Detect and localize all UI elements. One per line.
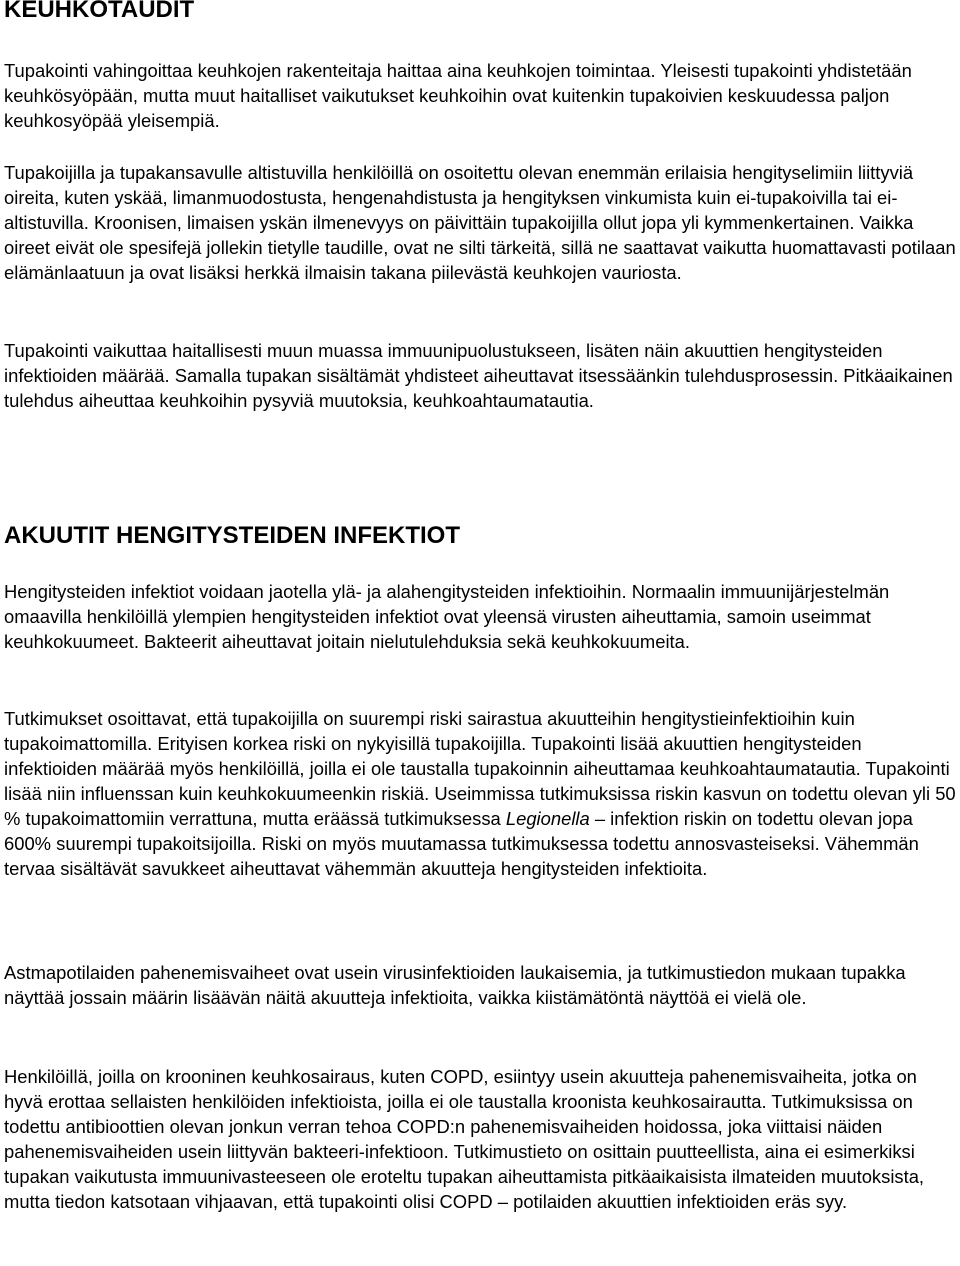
section-heading-keuhkotaudit: KEUHKOTAUDIT bbox=[4, 0, 195, 23]
section-heading-akuutit-hengitysteiden-infektiot: AKUUTIT HENGITYSTEIDEN INFEKTIOT bbox=[4, 522, 460, 549]
paragraph-5-text-after: – infektion riskin on todettu olevan jopa 600% suurempi tupakoitsijoilla. Riski on myös muutamassa tutkimuksessa todettu annosvasteiseksi. Vähemmän tervaa sisältävät savukkeet aiheuttavat vähemmän akuutteja hengitysteiden infektioita. bbox=[4, 808, 919, 879]
paragraph-5-italic-term: Legionella bbox=[505, 808, 590, 829]
paragraph-6: Astmapotilaiden pahenemisvaiheet ovat usein virusinfektioiden laukaisemia, ja tutkimustiedon mukaan tupakka näyttää jossain määrin lisäävän näitä akuutteja infektioita, vaikka kiistämätöntä näyttöä ei vielä ole. bbox=[4, 962, 906, 1008]
paragraph-7: Henkilöillä, joilla on krooninen keuhkosairaus, kuten COPD, esiintyy usein akuutteja pahenemisvaiheita, jotka on hyvä erottaa sellaisten henkilöiden infektioista, joilla ei ole taustalla kroonista keuhkosairautta. Tutkimuksissa on todettu antibioottien olevan jonkun verran tehoa COPD:n pahenemisvaiheiden hoidossa, joka viittaisi näiden pahenemisvaiheiden usein liittyvän bakteeri-infektioon. Tutkimustieto on osittain puutteellista, aina ei esimerkiksi tupakan vaikutusta immuunivasteeseen ole eroteltu tupakan aiheuttamista pitkäaikaisista ilmateiden muutoksista, mutta tiedon katsotaan vihjaavan, että tupakointi olisi COPD – potilaiden akuuttien infektioiden eräs syy. bbox=[4, 1066, 925, 1212]
paragraph-3: Tupakointi vaikuttaa haitallisesti muun muassa immuunipuolustukseen, lisäten näin akuuttien hengitysteiden infektioiden määrää. Samalla tupakan sisältämät yhdisteet aiheuttavat itsessäänkin tulehdusprosessin. Pitkäaikainen tulehdus aiheuttaa keuhkoihin pysyviä muutoksia, keuhkoahtaumatautia. bbox=[4, 340, 953, 411]
paragraph-2: Tupakoijilla ja tupakansavulle altistuvilla henkilöillä on osoitettu olevan enemmän erilaisia hengityselimiin liittyviä oireita, kuten yskää, limanmuodostusta, hengenahdistusta ja hengityksen vinkumista kuin ei-tupakoivilla tai ei-altistuvilla. Kroonisen, limaisen yskän ilmenevyys on päivittäin tupakoijilla ollut jopa yli kymmenkertainen. Vaikka oireet eivät ole spesifejä jollekin tietylle taudille, ovat ne silti tärkeitä, sillä ne saattavat vaikutta huomattavasti potilaan elämänlaatuun ja ovat lisäksi herkkä ilmaisin takana piilevästä keuhkojen vauriosta. bbox=[4, 162, 956, 283]
paragraph-5-text-before: Tutkimukset osoittavat, että tupakoijilla on suurempi riski sairastua akuutteihin hengitystieinfektioihin kuin tupakoimattomilla. Erityisen korkea riski on nykyisillä tupakoijilla. Tupakointi lisää akuuttien hengitysteiden infektioiden määrää myös henkilöillä, joilla ei ole taustalla tupakoinnin aiheuttamaa keuhkoahtaumatautia. Tupakointi lisää niin influenssan kuin keuhkokuumeenkin riskiä. Useimmissa tutkimuksissa riskin kasvun on todettu olevan yli 50 % tupakoimattomiin verrattuna, mutta eräässä tutkimuksessa bbox=[4, 708, 956, 829]
paragraph-5 bbox=[4, 706, 956, 881]
paragraph-1: Tupakointi vahingoittaa keuhkojen rakenteitaja haittaa aina keuhkojen toimintaa. Yleisesti tupakointi yhdistetään keuhkösyöpään, mutta muut haitalliset vaikutukset keuhkoihin ovat kuitenkin tupakoivien keskuudessa paljon keuhkosyöpää yleisempiä. bbox=[4, 60, 912, 131]
paragraph-4: Hengitysteiden infektiot voidaan jaotella ylä- ja alahengitysteiden infektioihin. Normaalin immuunijärjestelmän omaavilla henkilöillä ylempien hengitysteiden infektiot ovat yleensä virusten aiheuttamia, samoin useimmat keuhkokuumeet. Bakteerit aiheuttavat joitain nielutulehduksia sekä keuhkokuumeita. bbox=[4, 581, 890, 652]
